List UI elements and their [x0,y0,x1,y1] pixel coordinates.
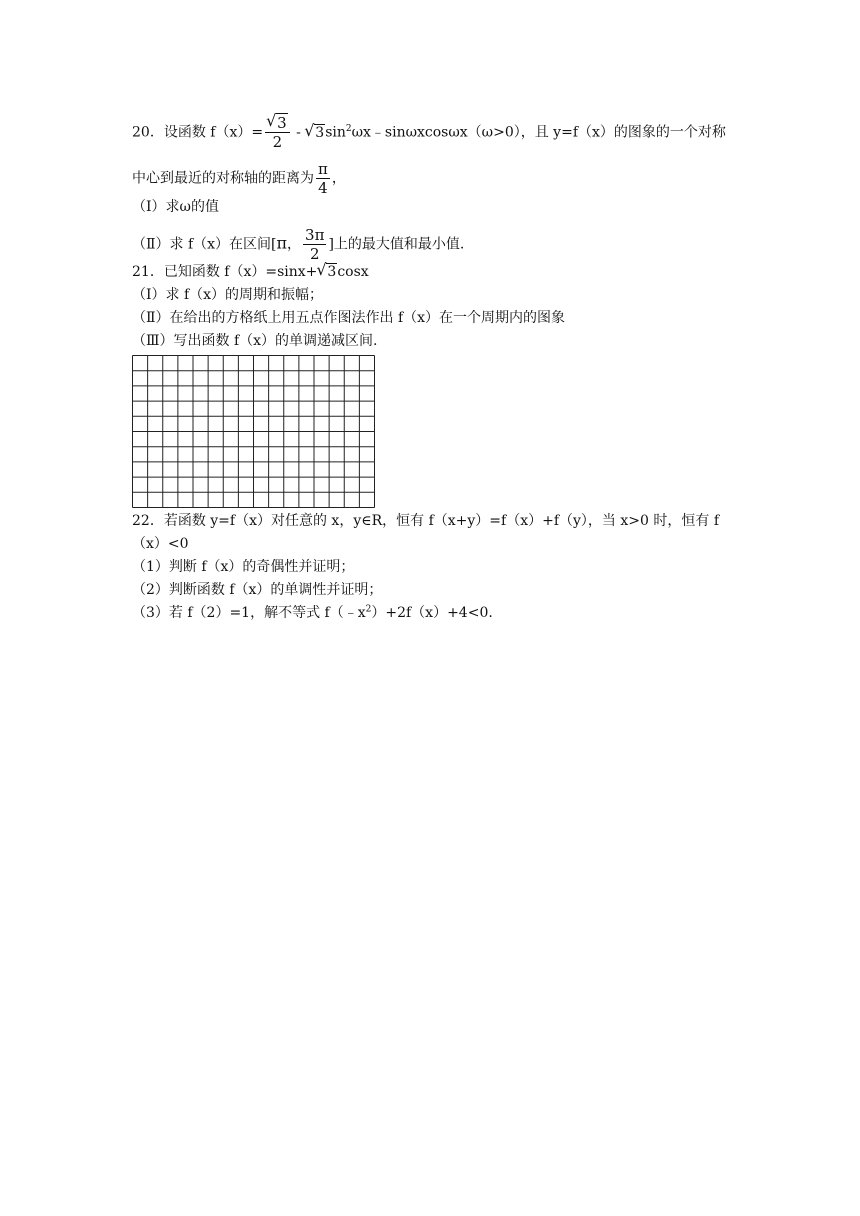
q22-part3 [132,603,493,623]
q20-part2-prefix: （Ⅱ）求 f（x）在区间[ [132,236,277,253]
q22-part1: （1）判断 f（x）的奇偶性并证明； [132,559,355,575]
q20-pi: π [276,233,288,253]
q20-sin: sin [325,124,346,141]
q20-frac-pi-over-4: $\frac{\pi}{4}$ [318,160,328,197]
q21-line1 [132,262,369,282]
q20-line2-prefix: 中心到最近的对称轴的距离为 [132,170,314,187]
q22-line1: 22．若函数 y=f（x）对任意的 x，y∈R，恒有 f（x+y）=f（x）+f（y），当 x>0 时，恒有 f [132,513,720,529]
q22-part2: （2）判断函数 f（x）的单调性并证明； [132,582,383,598]
q20-rest: ωx﹣sinωxcosωx（ω>0），且 y=f（x）的图象的一个对称 [351,124,726,141]
q22-sup2: 2 [365,604,372,615]
q22-part3-suffix: ）+2f（x）+4<0. [371,605,493,621]
q20-frac-sqrt3-over-2 [265,114,290,151]
q21-suffix: cosx [337,264,369,280]
q20-sup2: 2 [345,123,352,134]
q20-line2-suffix: ， [331,170,346,187]
q21-part3: （Ⅲ）写出函数 f（x）的单调递减区间. [132,333,378,349]
q20-frac1-den: 2 [272,133,283,151]
q21-prefix: 21．已知函数 f（x）=sinx+ [132,264,318,280]
q20-line2 [132,160,346,197]
q20-minus: - [291,124,306,141]
q20-part1: （Ⅰ）求ω的值 [132,199,219,215]
q20-prefix: 20．设函数 f（x）= [132,124,264,141]
q20-sqrt3: √ 3 [305,123,325,143]
q20-frac-3pi-over-2: $\frac{3\pi}{2}$ [305,226,325,263]
graph-paper-grid [132,355,375,508]
q21-sqrt3: √ 3 [317,262,337,282]
q21-part2: （Ⅱ）在给出的方格纸上用五点作图法作出 f（x）在一个周期内的图象 [132,310,566,326]
q20-comma: ， [287,236,302,253]
q20-frac1-num: 3 [277,114,287,132]
q20-part2-suffix: ]上的最大值和最小值. [328,236,465,253]
q22-line2: （x）<0 [132,536,189,552]
q22-part3-prefix: （3）若 f（2）=1，解不等式 f（﹣x [132,605,366,621]
q20-part2 [132,226,464,263]
q21-part1: （Ⅰ）求 f（x）的周期和振幅； [132,287,324,303]
q20-line1 [132,114,726,151]
